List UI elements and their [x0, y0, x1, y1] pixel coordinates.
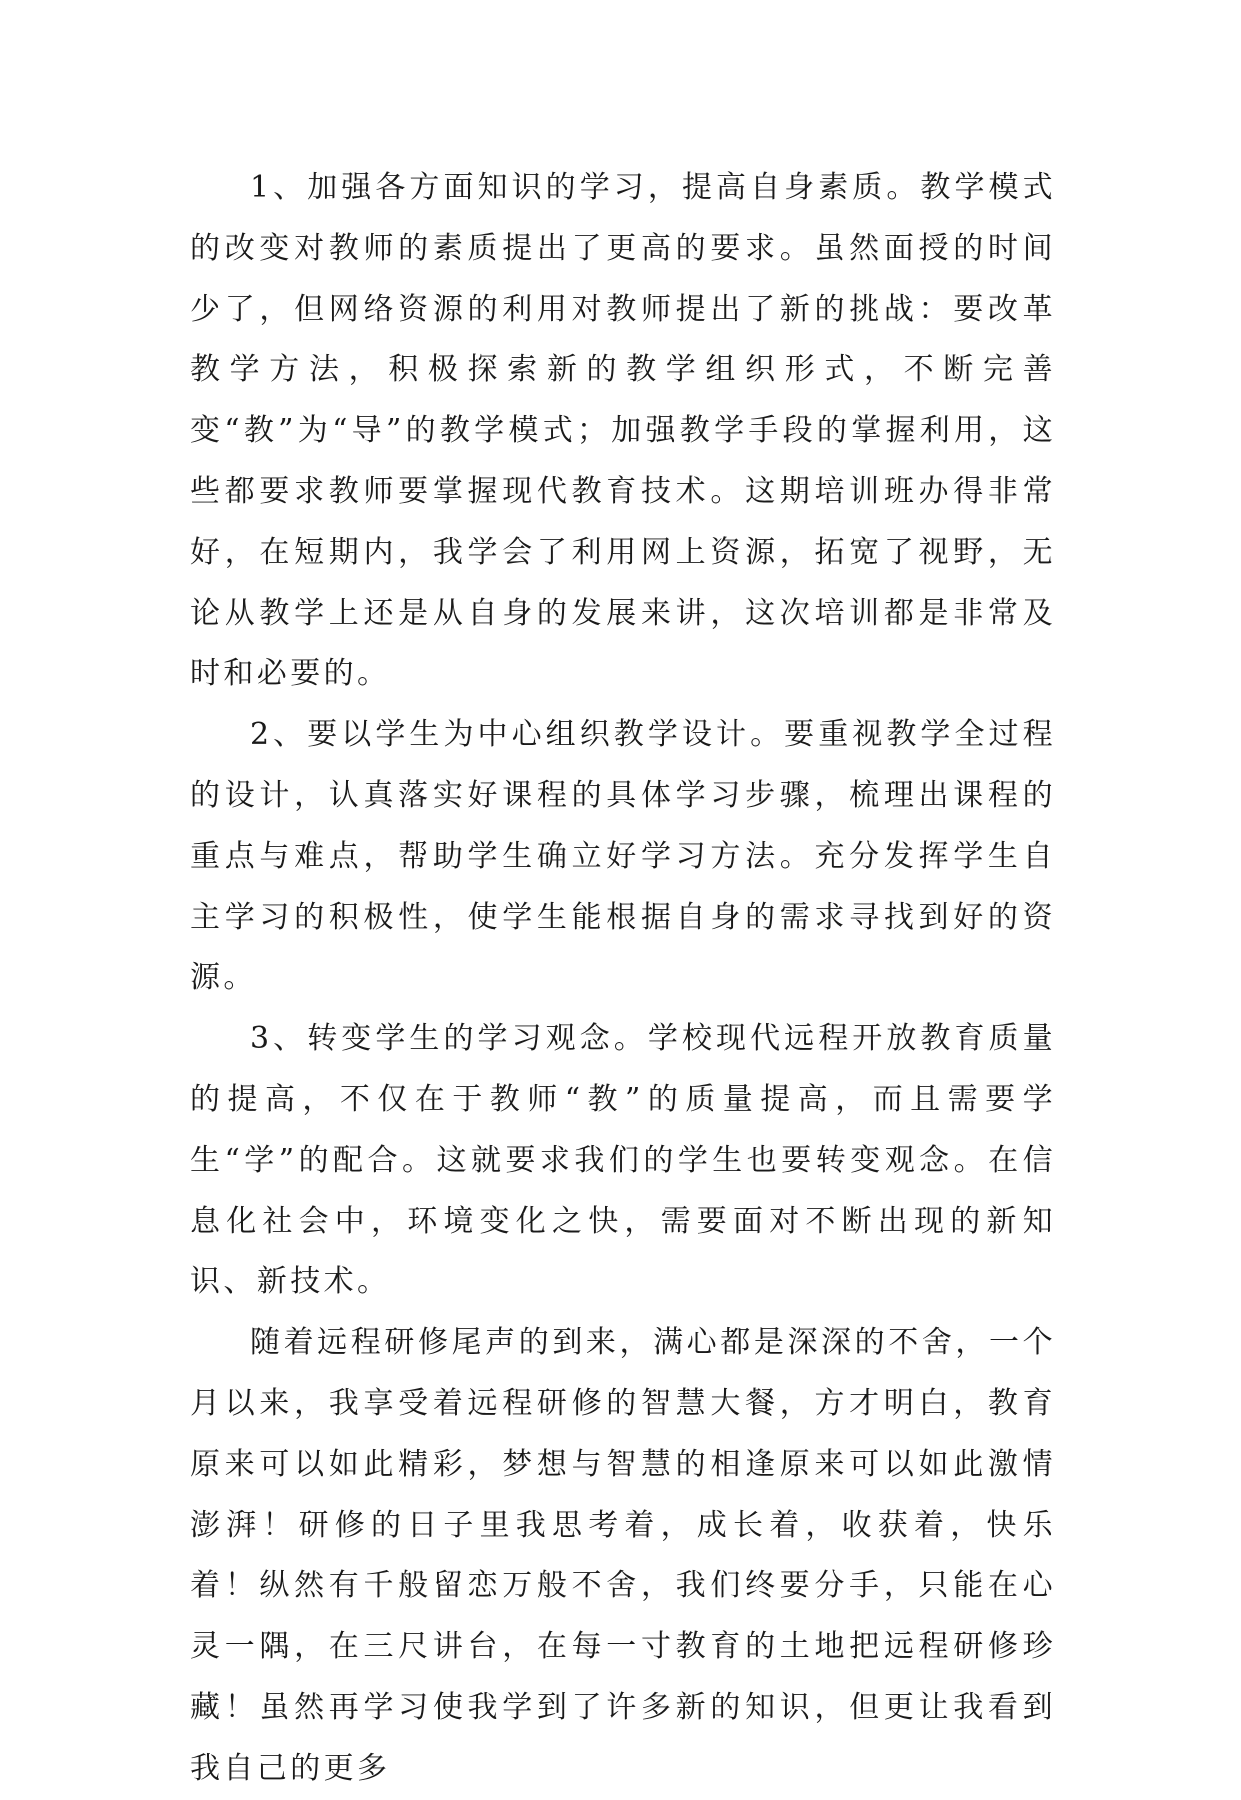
paragraph-reflection: 随着远程研修尾声的到来，满心都是深深的不舍，一个月以来，我享受着远程研修的智慧大餐，方才明白，教育原来可以如此精彩，梦想与智慧的相逢原来可以如此激情澎湃！研修的日子里我思考着，成长着，收获着，快乐着！纵然有千般留恋万般不舍，我们终要分手，只能在心灵一隅，在三尺讲台，在每一寸教育的土地把远程研修珍藏！虽然再学习使我学到了许多新的知识，但更让我看到我自己的更多 [190, 1325, 1056, 1786]
paragraph-point-1: 1、加强各方面知识的学习，提高自身素质。教学模式的改变对教师的素质提出了更高的要求。虽然面授的时间少了，但网络资源的利用对教师提出了新的挑战：要改革教学方法，积极探索新的教学组织形式，不断完善变“教”为“导”的教学模式；加强教学手段的掌握利用，这些都要求教师要掌握现代教育技术。这期培训班办得非常好，在短期内，我学会了利用网上资源，拓宽了视野，无论从教学上还是从自身的发展来讲，这次培训都是非常及时和必要的。 [190, 170, 1056, 692]
paragraph-point-2: 2、要以学生为中心组织教学设计。要重视教学全过程的设计，认真落实好课程的具体学习步骤，梳理出课程的重点与难点，帮助学生确立好学习方法。充分发挥学生自主学习的积极性，使学生能根据自身的需求寻找到好的资源。 [190, 717, 1056, 996]
paragraph-point-3: 3、转变学生的学习观念。学校现代远程开放教育质量的提高，不仅在于教师“教”的质量提高，而且需要学生“学”的配合。这就要求我们的学生也要转变观念。在信息化社会中，环境变化之快，需要面对不断出现的新知识、新技术。 [190, 1021, 1056, 1300]
document-body [190, 158, 1056, 1800]
